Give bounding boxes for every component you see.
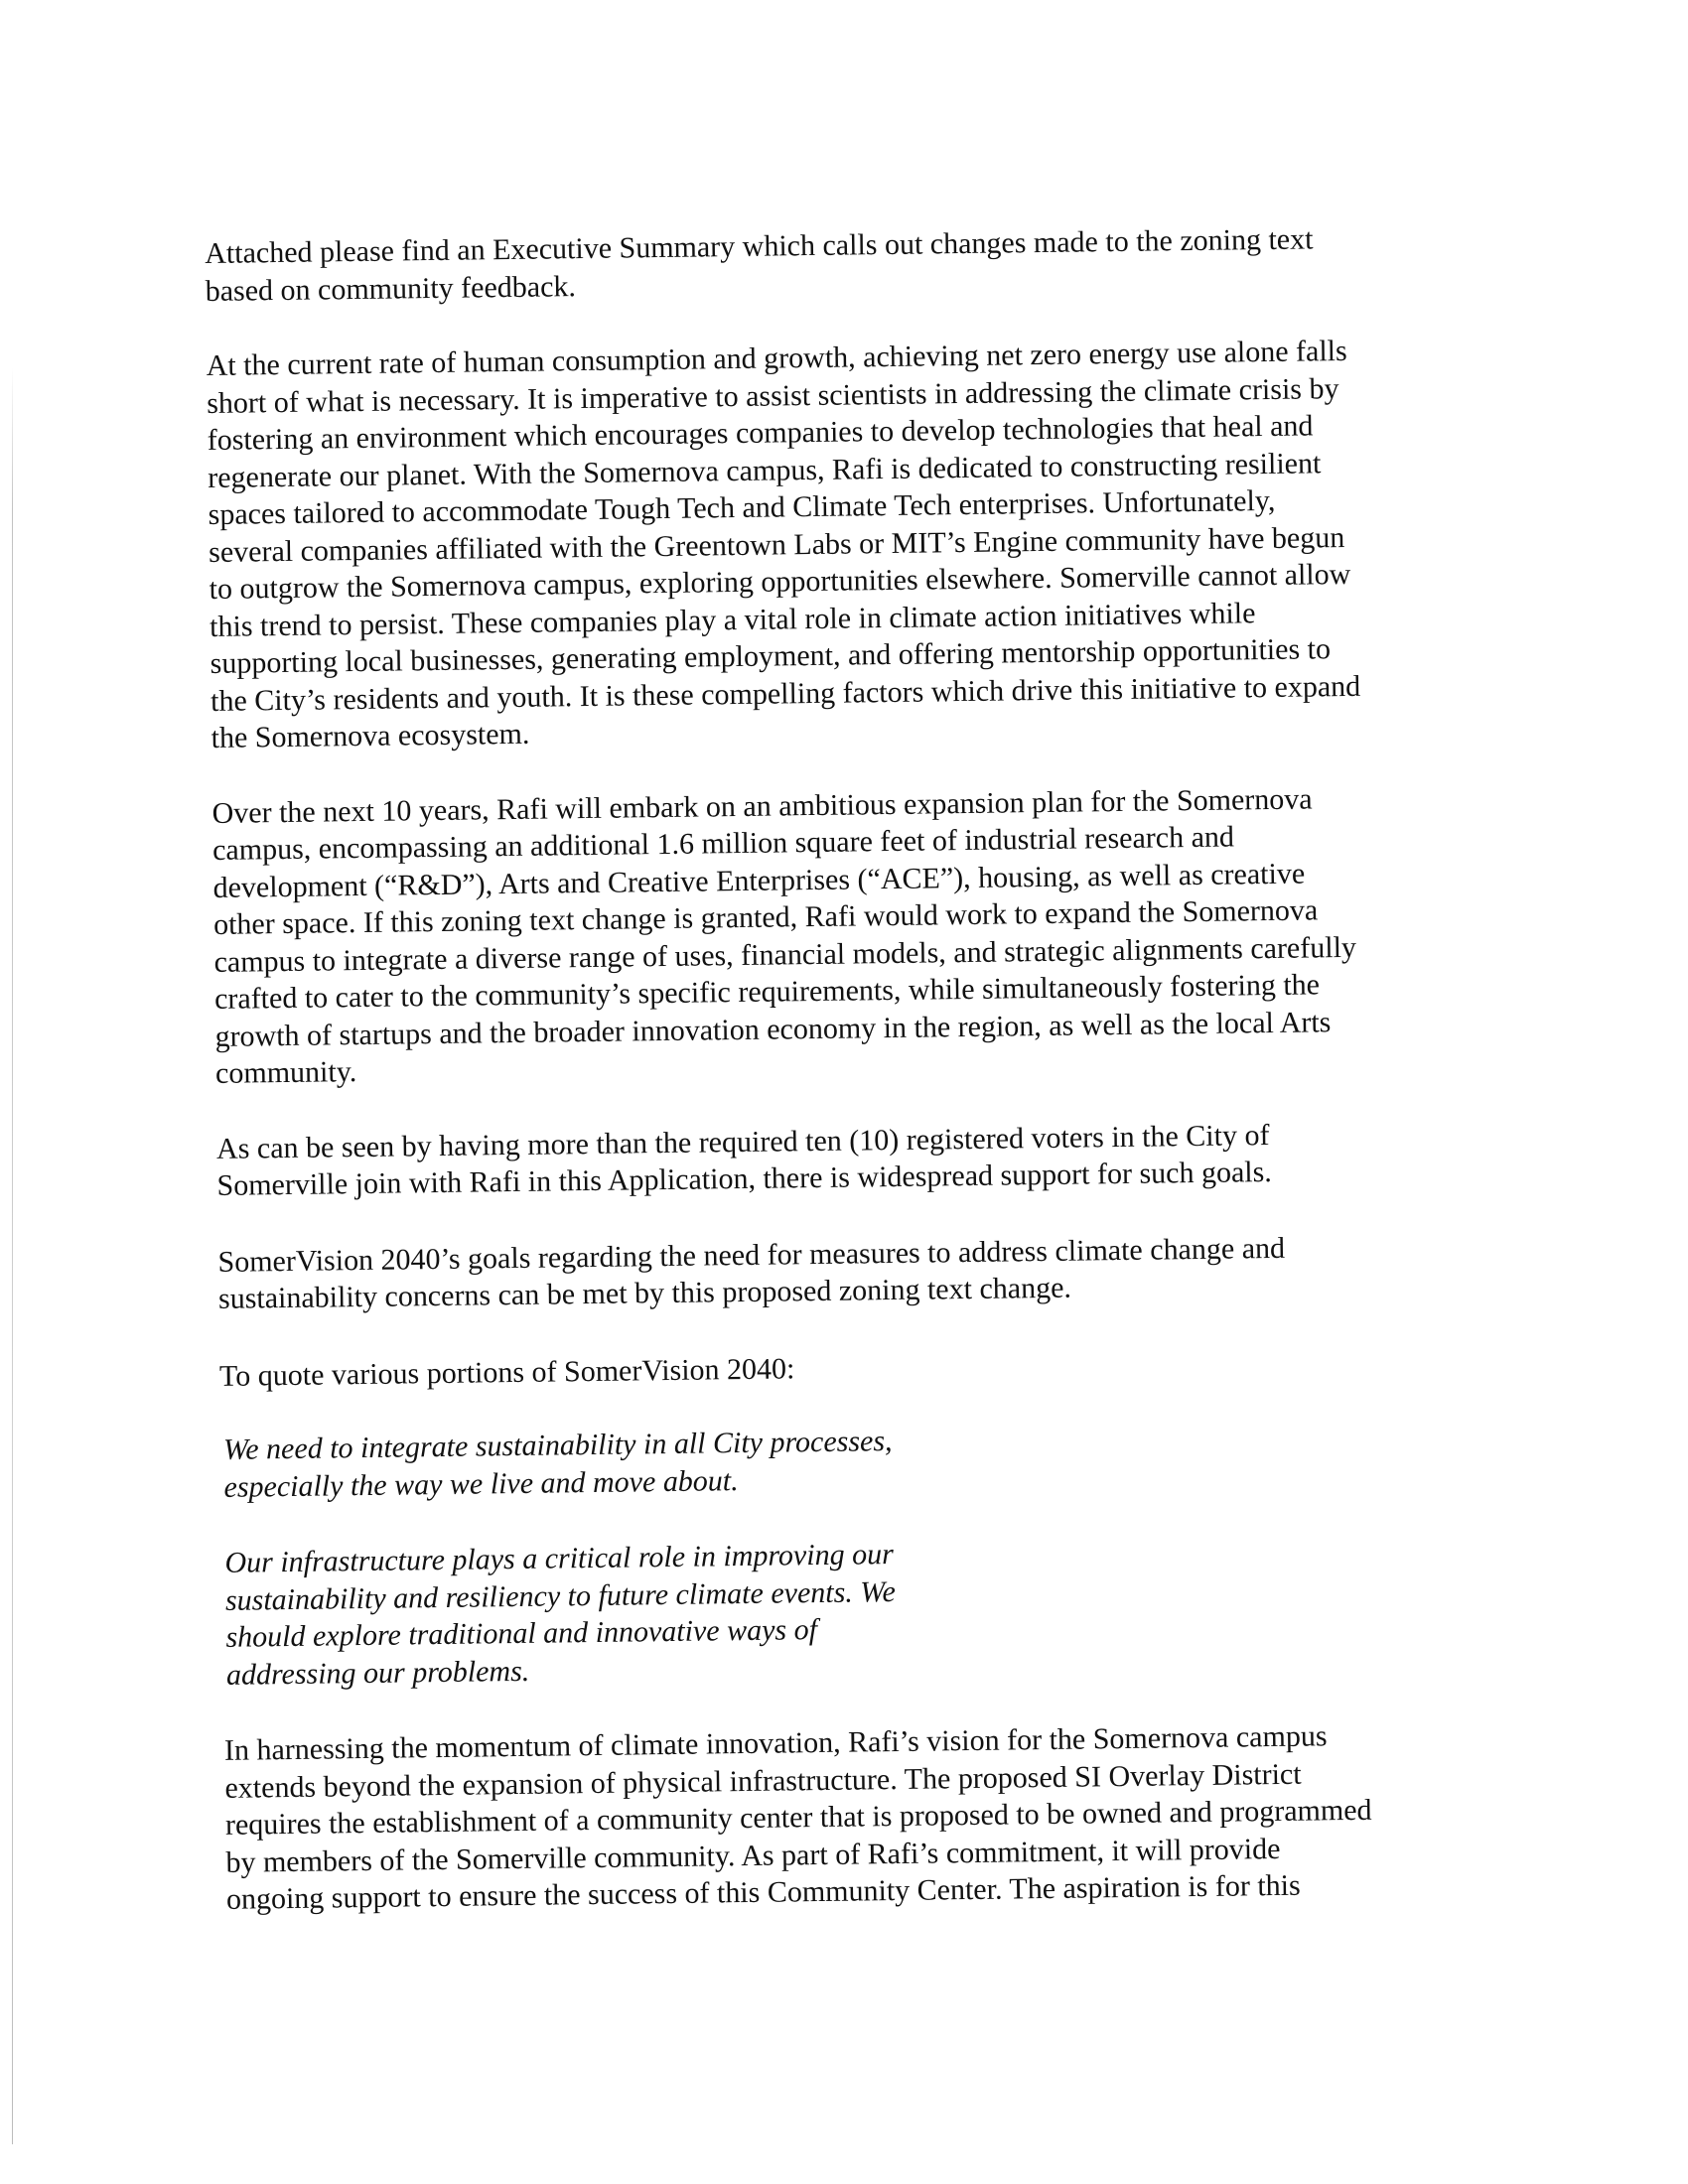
quote-infrastructure: Our infrastructure plays a critical role in improving our sustainability and resiliency to future climate events. We should explore traditional and innovative ways of addressing our problems.	[224, 1538, 897, 1692]
paragraph-executive-summary: Attached please find an Executive Summary which calls out changes made to the zoning text based on community feedback.	[205, 222, 1314, 308]
paragraph-quote-intro: To quote various portions of SomerVision 2040:	[218, 1351, 795, 1393]
document-body	[205, 218, 1518, 1957]
scan-edge-line	[12, 367, 13, 2144]
quote-sustainability: We need to integrate sustainability in all City processes, especially the way we live and move about.	[222, 1425, 893, 1504]
paragraph-climate-need: At the current rate of human consumption and growth, achieving net zero energy use alone falls short of what is necessary. It is imperative to assist scientists in addressing the climate crisis by fostering an environment which encourages companies to develop technologies that heal and regenerate our planet. With the Somernova campus, Rafi is dedicated to constructing resilient spaces tailored to accommodate Tough Tech and Climate Tech enterprises. Unfortunately, several companies affiliated with the Greentown Labs or MIT’s Engine community have begun to outgrow the Somernova campus, exploring opportunities elsewhere. Somerville cannot allow this trend to persist. These companies play a vital role in climate action initiatives while supporting local businesses, generating employment, and offering mentorship opportunities to the City’s residents and youth. It is these compelling factors which drive this initiative to expand the Somernova ecosystem.	[206, 334, 1361, 754]
paragraph-community-center: In harnessing the momentum of climate innovation, Rafi’s vision for the Somernova campus extends beyond the expansion of physical infrastructure. The proposed SI Overlay District requires the establishment of a community center that is proposed to be owned and programmed by members of the Somerville community. As part of Rafi’s commitment, it will provide ongoing support to ensure the success of this Community Center. The aspiration is for this	[223, 1719, 1372, 1916]
paragraph-somervision-goals: SomerVision 2040’s goals regarding the need for measures to address climate change and sustainability concerns can be met by this proposed zoning text change.	[217, 1231, 1286, 1315]
paragraph-voter-support: As can be seen by having more than the required ten (10) registered voters in the City of Somerville join with Rafi in this Application, there is widespread support for such goals.	[215, 1118, 1273, 1202]
paragraph-expansion-plan: Over the next 10 years, Rafi will embark on an ambitious expansion plan for the Somernova campus, encompassing an additional 1.6 million square feet of industrial research and development (“R&D”), Arts and Creative Enterprises (“ACE”), housing, as well as creative other space. If this zoning text change is granted, Rafi would work to expand the Somernova campus to integrate a diverse range of uses, financial models, and strategic alignments carefully crafted to cater to the community’s specific requirements, while simultaneously fostering the growth of startups and the broader innovation economy in the region, as well as the local Arts community.	[211, 781, 1357, 1090]
